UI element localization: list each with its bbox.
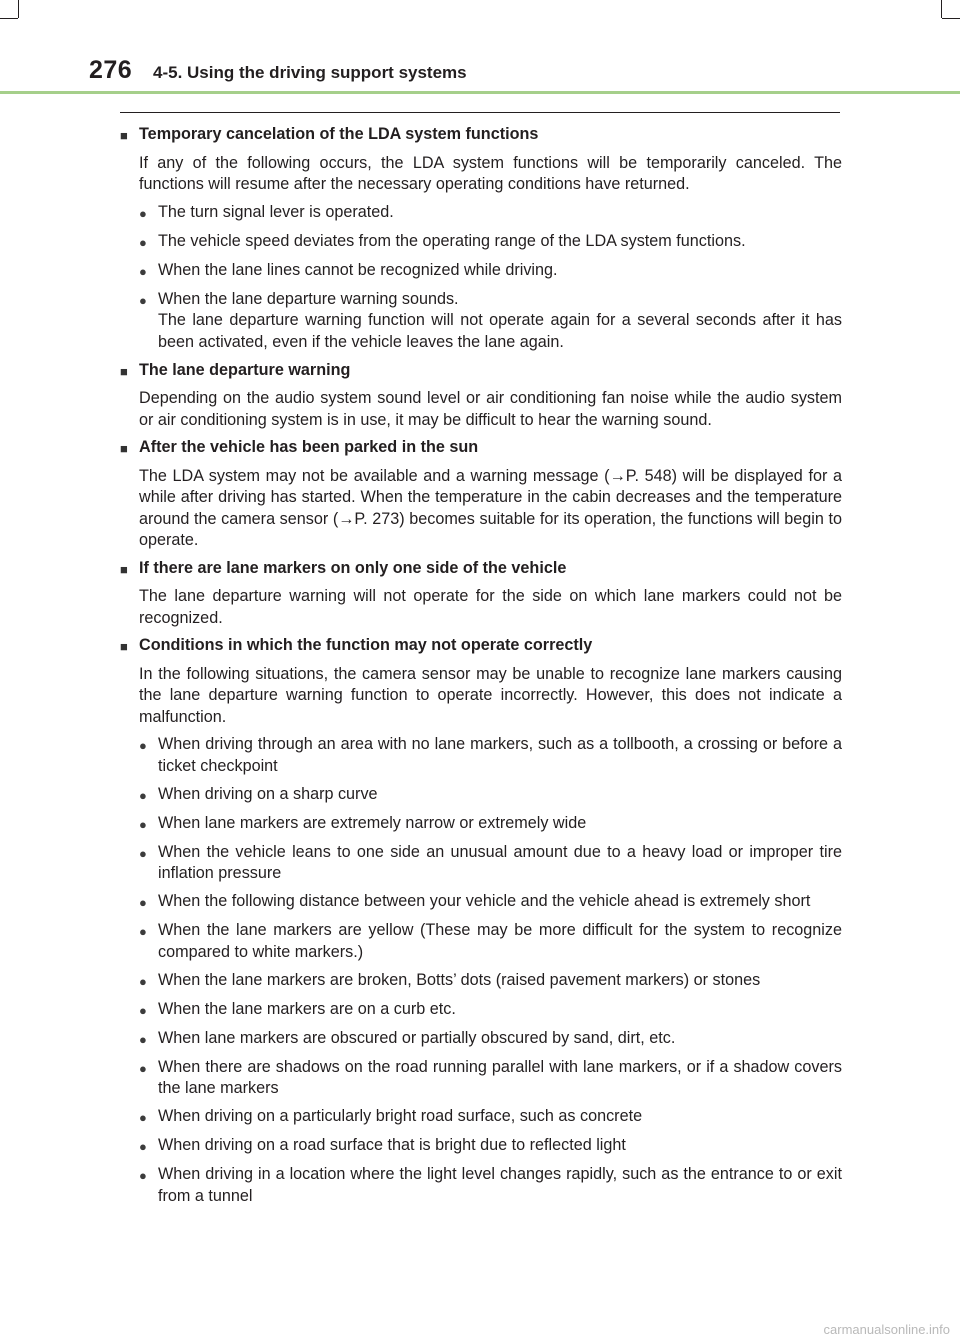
list-item-text: When driving in a location where the light level changes rapidly, such as the entrance to or exit from a tunnel bbox=[158, 1165, 842, 1205]
list-item bbox=[120, 1106, 842, 1129]
section bbox=[120, 124, 842, 353]
section-paragraph: The LDA system may not be available and a warning message (→P. 548) will be displayed for a while after driving has started. When the temperature in the cabin decreases and the temperature around the camera sensor (→P. 273) becomes suitable for its operation, the functions will begin to operate. bbox=[139, 466, 842, 549]
page-title: 4-5. Using the driving support systems bbox=[153, 63, 467, 82]
list-item bbox=[120, 891, 842, 914]
list-item-text: When lane markers are obscured or partially obscured by sand, dirt, etc. bbox=[158, 1028, 676, 1047]
list-item bbox=[120, 842, 842, 885]
list-item bbox=[120, 999, 842, 1022]
bullet-list bbox=[120, 734, 842, 1207]
square-bullet-icon: ■ bbox=[120, 639, 128, 654]
list-item bbox=[120, 970, 842, 993]
round-bullet-icon: ● bbox=[139, 292, 147, 308]
list-item-text: When driving on a sharp curve bbox=[158, 784, 378, 803]
list-item-text: When there are shadows on the road running parallel with lane markers, or if a shadow covers the lane markers bbox=[158, 1057, 842, 1097]
crop-mark-top-right-v bbox=[941, 0, 942, 18]
list-item bbox=[120, 202, 842, 225]
crop-mark-top-left-v bbox=[18, 0, 19, 18]
list-item bbox=[120, 784, 842, 807]
round-bullet-icon: ● bbox=[139, 1168, 147, 1183]
section-heading bbox=[120, 437, 842, 460]
section-heading-text: Temporary cancelation of the LDA system functions bbox=[139, 125, 539, 143]
list-item-text: The turn signal lever is operated. bbox=[158, 202, 394, 221]
list-item bbox=[120, 289, 842, 354]
list-item bbox=[120, 920, 842, 963]
list-item-text: When driving through an area with no lane markers, such as a tollbooth, a crossing or before a ticket checkpoint bbox=[158, 735, 842, 775]
list-item-text: When driving on a road surface that is bright due to reflected light bbox=[158, 1136, 626, 1154]
list-item-text: When the lane markers are yellow (These may be more difficult for the system to recognize compared to white markers.) bbox=[158, 921, 842, 961]
crop-mark-top-right-h bbox=[942, 18, 960, 19]
list-item bbox=[120, 1164, 842, 1207]
section-paragraph: In the following situations, the camera sensor may be unable to recognize lane markers causing the lane departure warning function to operate incorrectly. However, this does not indicate a malfunction. bbox=[139, 664, 842, 726]
list-item bbox=[120, 1057, 842, 1100]
section-paragraph: If any of the following occurs, the LDA system functions will be temporarily canceled. The functions will resume after the necessary operating conditions have returned. bbox=[139, 153, 842, 193]
section-heading-text: Conditions in which the function may not operate correctly bbox=[139, 636, 593, 654]
round-bullet-icon: ● bbox=[139, 738, 147, 753]
header-rule bbox=[0, 91, 960, 94]
section-heading-text: After the vehicle has been parked in the sun bbox=[139, 438, 479, 456]
page-body bbox=[120, 124, 842, 1214]
round-bullet-icon: ● bbox=[139, 1139, 147, 1154]
round-bullet-icon: ● bbox=[139, 787, 147, 803]
section-paragraph: Depending on the audio system sound level or air conditioning fan noise while the audio system or air conditioning system is in use, it may be difficult to hear the warning sound. bbox=[139, 389, 842, 429]
section-heading bbox=[120, 124, 842, 147]
list-item bbox=[120, 813, 842, 836]
round-bullet-icon: ● bbox=[139, 1110, 147, 1125]
list-item bbox=[120, 260, 842, 283]
section-heading bbox=[120, 360, 842, 383]
section bbox=[120, 558, 842, 630]
square-bullet-icon: ■ bbox=[120, 363, 128, 379]
section bbox=[120, 635, 842, 1207]
bullet-list bbox=[120, 202, 842, 354]
section bbox=[120, 437, 842, 552]
round-bullet-icon: ● bbox=[139, 234, 147, 250]
list-item-text: The vehicle speed deviates from the operating range of the LDA system functions. bbox=[158, 231, 746, 250]
crop-mark-top-left-h bbox=[0, 18, 18, 19]
list-item-text: When lane markers are extremely narrow or extremely wide bbox=[158, 813, 587, 832]
section-heading-text: If there are lane markers on only one side of the vehicle bbox=[139, 558, 567, 577]
list-item bbox=[120, 231, 842, 254]
round-bullet-icon: ● bbox=[139, 263, 147, 279]
list-item-text: When the lane departure warning sounds. The lane departure warning function will not operate again for a several seconds after it has been activated, even if the vehicle leaves the lane again. bbox=[158, 289, 842, 351]
section-heading bbox=[120, 635, 842, 658]
round-bullet-icon: ● bbox=[139, 895, 147, 910]
list-item-text: When the vehicle leans to one side an unusual amount due to a heavy load or improper tire inflation pressure bbox=[158, 842, 842, 882]
round-bullet-icon: ● bbox=[139, 1060, 147, 1076]
watermark: carmanualsonline.info bbox=[823, 1322, 950, 1337]
list-item-text: When the lane markers are on a curb etc. bbox=[158, 999, 456, 1018]
square-bullet-icon: ■ bbox=[120, 561, 128, 577]
section bbox=[120, 360, 842, 432]
round-bullet-icon: ● bbox=[139, 924, 147, 939]
section-paragraph: The lane departure warning will not operate for the side on which lane markers could not be recognized. bbox=[139, 587, 842, 627]
section-heading bbox=[120, 558, 842, 581]
list-item-text: When the lane lines cannot be recognized while driving. bbox=[158, 260, 558, 279]
list-item bbox=[120, 734, 842, 777]
section-heading-text: The lane departure warning bbox=[139, 360, 351, 379]
round-bullet-icon: ● bbox=[139, 205, 147, 221]
round-bullet-icon: ● bbox=[139, 1002, 147, 1018]
round-bullet-icon: ● bbox=[139, 845, 147, 861]
square-bullet-icon: ■ bbox=[120, 128, 128, 143]
list-item-text: When the lane markers are broken, Botts’ dots (raised pavement markers) or stones bbox=[158, 970, 761, 989]
section-divider bbox=[120, 112, 840, 113]
round-bullet-icon: ● bbox=[139, 973, 147, 989]
list-item-text: When the following distance between your vehicle and the vehicle ahead is extremely short bbox=[158, 892, 811, 910]
round-bullet-icon: ● bbox=[139, 816, 147, 832]
list-item bbox=[120, 1028, 842, 1051]
round-bullet-icon: ● bbox=[139, 1031, 147, 1047]
page-number: 276 bbox=[89, 56, 133, 84]
square-bullet-icon: ■ bbox=[120, 441, 128, 456]
list-item bbox=[120, 1135, 842, 1158]
list-item-text: When driving on a particularly bright road surface, such as concrete bbox=[158, 1107, 643, 1125]
